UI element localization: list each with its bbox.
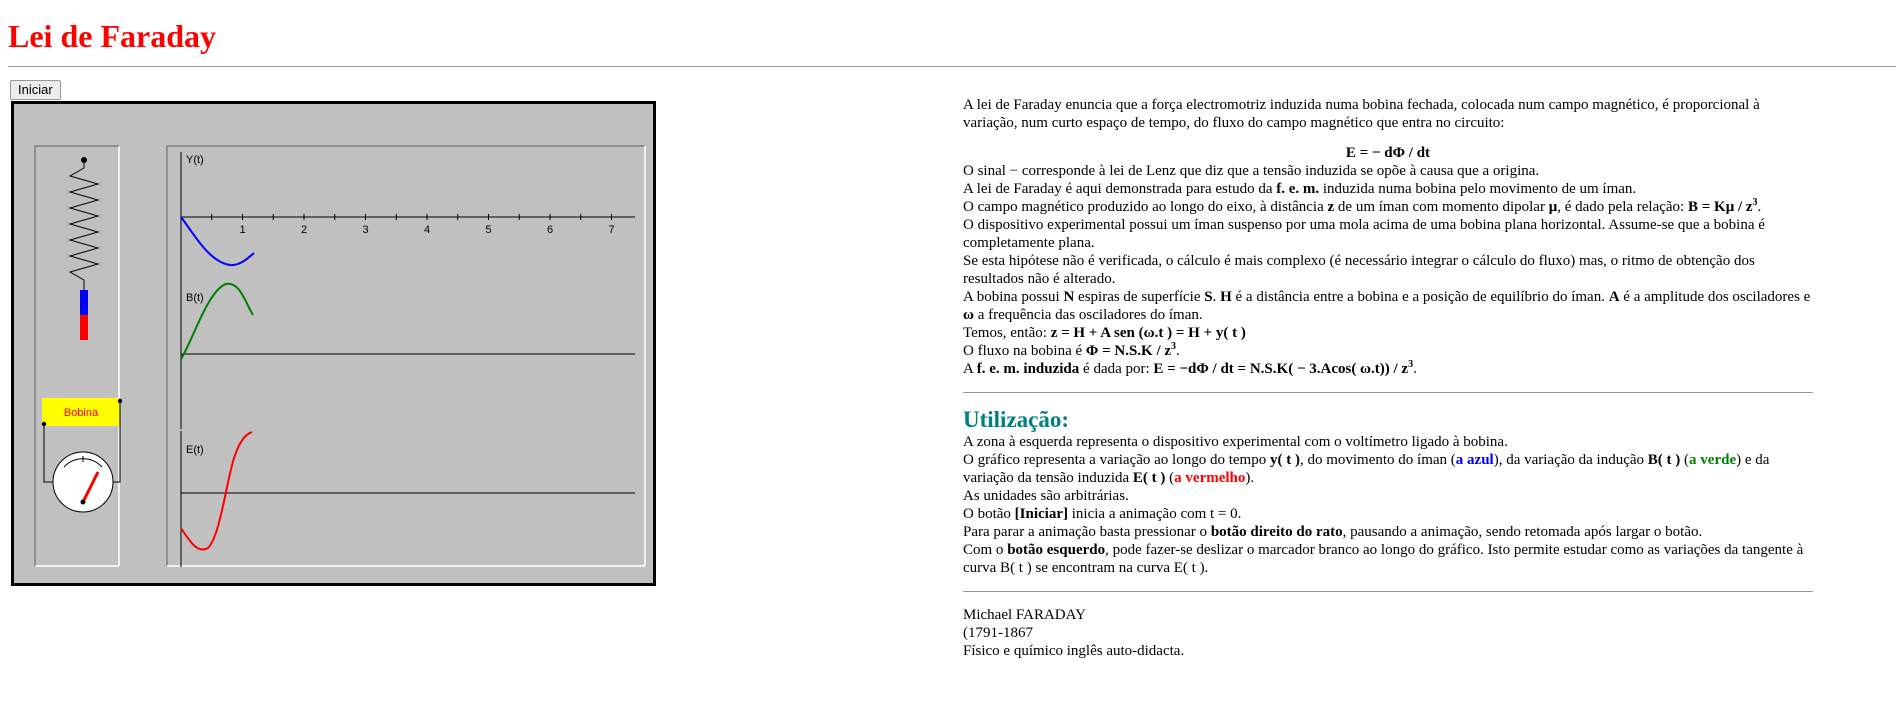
section-divider <box>963 392 1813 393</box>
y-graph-label: Y(t) <box>186 154 204 166</box>
coil-label: Bobina <box>63 407 99 419</box>
usage-paragraph-4: O botão [Iniciar] inicia a animação com t = 0. <box>963 506 1242 522</box>
intro-paragraph-1: A lei de Faraday enuncia que a força electromotriz induzida numa bobina fechada, colocada num campo magnético, é proporcional à variação, num curto espaço de tempo, do fluxo do campo magnético que entra no circuito: <box>963 97 1760 131</box>
e-graph-label: E(t) <box>186 444 204 456</box>
usage-paragraph-1: A zona à esquerda representa o dispositivo experimental com o voltímetro ligado à bobina. <box>963 434 1508 450</box>
page-title: Lei de Faraday <box>8 18 216 54</box>
voltmeter <box>53 452 113 512</box>
applet-canvas[interactable] <box>14 104 653 583</box>
magnet-south[interactable] <box>80 315 88 340</box>
usage-title: Utilização: <box>963 407 1070 432</box>
faraday-applet[interactable] <box>11 101 656 586</box>
bio-name: Michael FARADAY <box>963 607 1086 623</box>
usage-paragraph-3: As unidades são arbitrárias. <box>963 488 1129 504</box>
usage-paragraph-5: Para parar a animação basta pressionar o botão direito do rato, pausando a animação, sendo retomada após largar o botão. <box>963 524 1703 540</box>
intro-paragraph-2: O sinal − corresponde à lei de Lenz que diz que a tensão induzida se opõe à causa que a origina. <box>963 163 1540 179</box>
time-axis-tick-label: 7 <box>608 224 615 236</box>
time-axis-tick-label: 1 <box>239 224 246 236</box>
bio-years: (1791-1867 <box>963 625 1033 641</box>
intro-paragraph-5: O dispositivo experimental possui um íman suspenso por uma mola acima de uma bobina plana horizontal. Assume-se que a bobina é completamente plana. <box>963 217 1765 251</box>
b-graph-label: B(t) <box>186 292 204 304</box>
time-axis-tick-label: 5 <box>485 224 492 236</box>
intro-paragraph-3: A lei de Faraday é aqui demonstrada para estudo da f. e. m. induzida numa bobina pelo movimento de um íman. <box>963 181 1637 197</box>
title-divider <box>8 66 1896 67</box>
bio-divider <box>963 591 1813 592</box>
description-panel <box>963 96 1813 660</box>
usage-paragraph-6: Com o botão esquerdo, pode fazer-se deslizar o marcador branco ao longo do gráfico. Isto permite estudar como as variações da tangente à curva B( t ) se encontram na curva E( t ). <box>963 542 1804 576</box>
start-button[interactable]: Iniciar <box>10 80 61 100</box>
bio-description: Físico e químico inglês auto-didacta. <box>963 643 1185 659</box>
intro-paragraph-8: Temos, então: z = H + A sen (ω.t ) = H + y( t ) <box>963 325 1246 341</box>
intro-paragraph-9: O fluxo na bobina é $\Phi = N.S.K / z^3$. <box>963 341 1180 359</box>
time-axis-tick-label: 6 <box>546 224 554 236</box>
intro-paragraph-10: A f. e. m. induzida é dada por: E = −dΦ / dt = N.S.K( − 3.Acos( $\omega.t)) / z^3$. <box>963 359 1417 377</box>
intro-paragraph-4: O campo magnético produzido ao longo do eixo, à distância z de um íman com momento dipolar μ, é dado pela relação: $B = K\mu / z^3$. <box>963 197 1762 215</box>
time-axis-tick-label: 3 <box>362 224 369 236</box>
usage-paragraph-2: O gráfico representa a variação ao longo do tempo y( t ), do movimento do íman (a azul), da variação da indução B( t ) (a verde) e da variação da tensão induzida E( t ) (a vermelho). <box>963 452 1770 486</box>
time-axis-tick-label: 2 <box>300 224 308 236</box>
magnet-north[interactable] <box>80 290 88 315</box>
intro-paragraph-6: Se esta hipótese não é verificada, o cálculo é mais complexo (é necessário integrar o cálculo do fluxo) mas, o ritmo de obtenção dos resultados não é alterado. <box>963 253 1755 287</box>
intro-paragraph-7: A bobina possui N espiras de superfície S. H é a distância entre a bobina e a posição de equilíbrio do íman. A é a amplitude dos osciladores e ω a frequência das osciladores do íman. <box>963 289 1811 323</box>
faraday-formula: E = − dΦ / dt <box>1345 145 1431 161</box>
graph-panel[interactable] <box>167 146 645 566</box>
time-axis-tick-label: 4 <box>423 224 431 236</box>
